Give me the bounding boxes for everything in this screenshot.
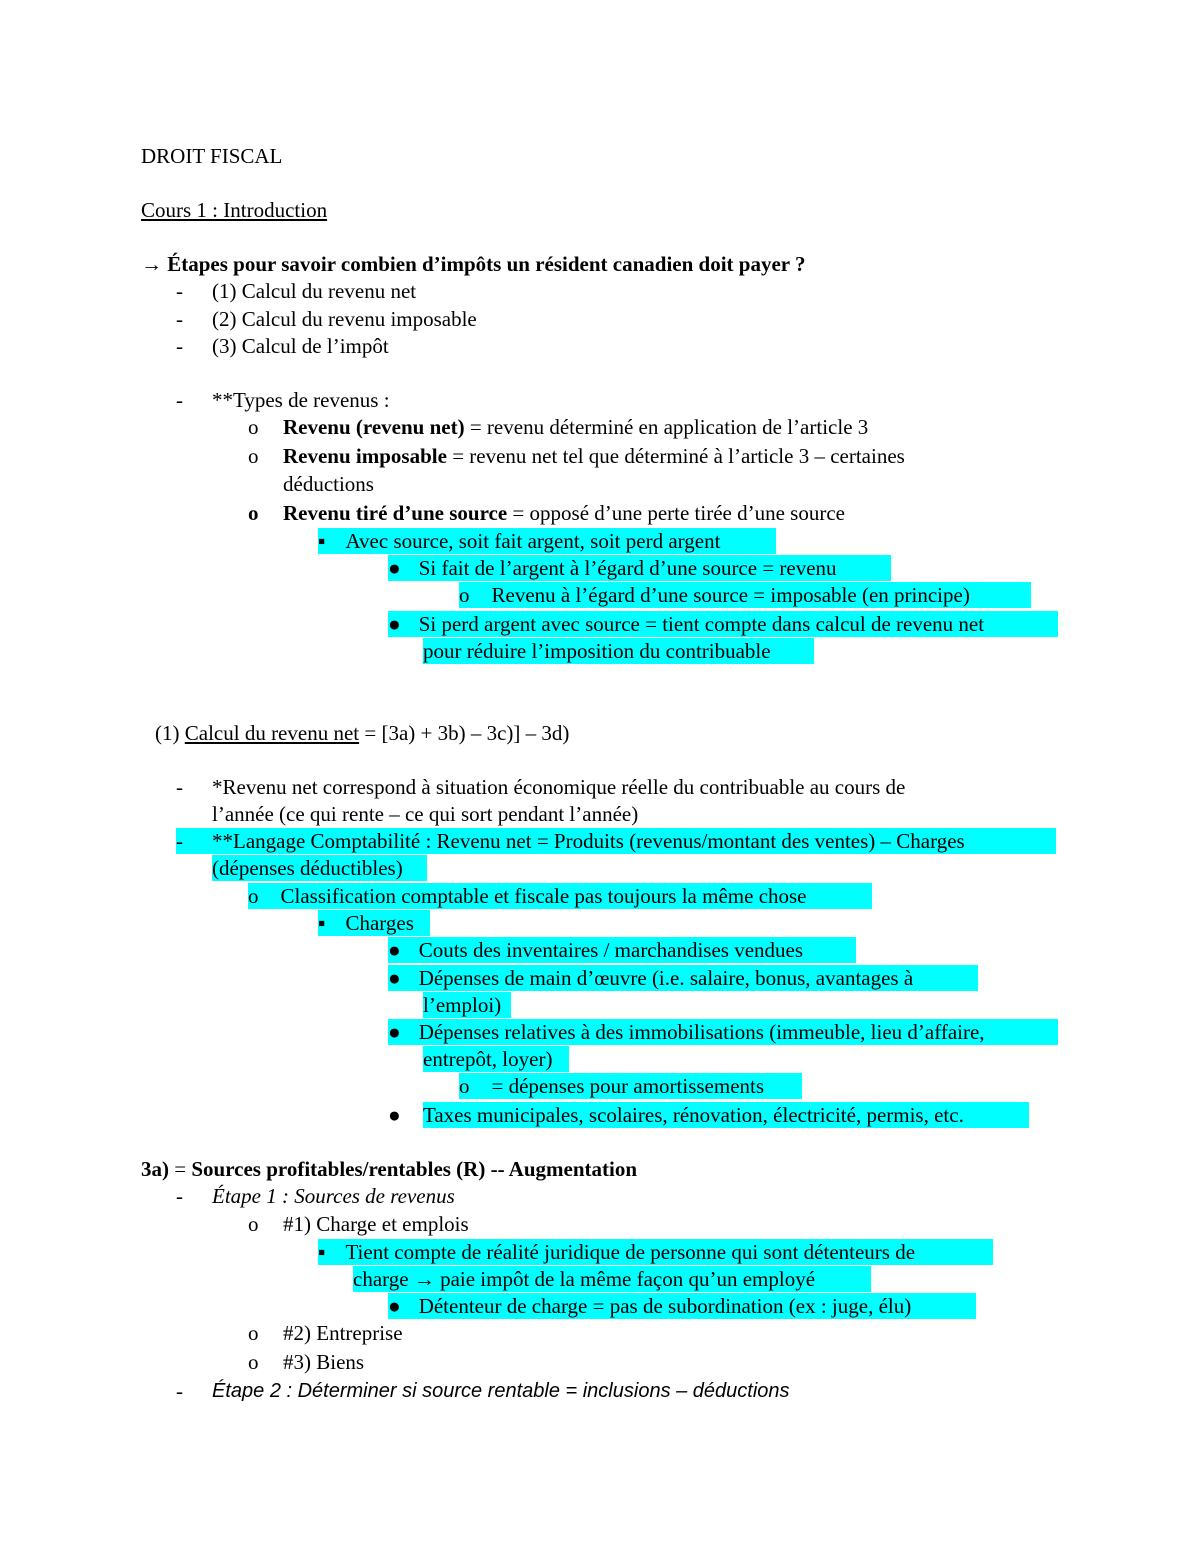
source-charge-emplois: #1) Charge et emplois xyxy=(283,1212,469,1236)
avec-source-text: Avec source, soit fait argent, soit perd argent xyxy=(345,529,721,553)
revenu-net-term: Revenu (revenu net) xyxy=(283,415,465,439)
dash-icon: - xyxy=(176,279,183,303)
calc-label: Calcul du revenu net xyxy=(184,721,360,745)
couts-text: Couts des inventaires / marchandises vendues xyxy=(418,938,804,962)
revenu-source-def: = opposé d’une perte tirée d’une source xyxy=(507,501,845,525)
si-fait-line xyxy=(388,555,891,581)
dash-icon: - xyxy=(176,388,183,412)
si-perd-line-cont: pour réduire l’imposition du contribuable xyxy=(423,638,814,664)
tient-compte-text: Tient compte de réalité juridique de personne qui sont détenteurs de xyxy=(345,1240,916,1264)
couts-line xyxy=(388,937,856,963)
dash-icon: - xyxy=(176,334,183,358)
calc-number: (1) xyxy=(155,721,185,745)
step-item: (1) Calcul du revenu net xyxy=(212,279,417,303)
main-oeuvre-text: Dépenses de main d’œuvre (i.e. salaire, bonus, avantages à xyxy=(418,966,914,990)
detenteur-line xyxy=(388,1293,976,1319)
dash-icon: - xyxy=(176,775,183,799)
immob-line-cont: entrepôt, loyer) xyxy=(423,1046,569,1072)
tient-compte-line xyxy=(318,1239,993,1265)
circle-bullet-icon: o xyxy=(248,884,259,908)
course-title: Cours 1 : Introduction xyxy=(141,198,328,222)
charges-line xyxy=(318,910,430,936)
revenu-egard-line xyxy=(459,582,1031,608)
langage-line-cont: (dépenses déductibles) xyxy=(212,855,427,881)
dash-icon: - xyxy=(176,307,183,331)
square-bullet-icon: ▪ xyxy=(318,911,326,935)
etape2-text: Étape 2 : Déterminer si source rentable = inclusions – déductions xyxy=(212,1380,790,1402)
langage-line xyxy=(176,828,1056,854)
revenu-net-note-cont: l’année (ce qui rente – ce qui sort pendant l’année) xyxy=(212,802,639,826)
main-oeuvre-line-cont: l’emploi) xyxy=(423,992,511,1018)
bullet-icon: ● xyxy=(388,556,401,580)
sources-heading-text: Sources profitables/rentables (R) -- Augmentation xyxy=(191,1157,637,1181)
main-oeuvre-line xyxy=(388,965,978,991)
bullet-icon: ● xyxy=(388,938,401,962)
bullet-icon: ● xyxy=(388,1020,401,1044)
revenu-imposable-def-cont: déductions xyxy=(283,472,374,496)
tient-compte-text-cont: charge xyxy=(353,1267,414,1291)
calc-heading xyxy=(155,720,569,746)
calc-formula: = [3a) + 3b) – 3c)] – 3d) xyxy=(359,721,570,745)
step-item: (3) Calcul de l’impôt xyxy=(212,334,389,358)
revenu-source-item xyxy=(283,500,845,526)
revenu-imposable-term: Revenu imposable xyxy=(283,444,447,468)
revenu-imposable-item xyxy=(283,443,905,469)
revenu-egard-text: Revenu à l’égard d’une source = imposable (en principe) xyxy=(491,583,970,607)
circle-bullet-icon: o xyxy=(248,1350,259,1374)
circle-bullet-icon: o xyxy=(248,1212,259,1236)
types-label: **Types de revenus : xyxy=(212,388,390,412)
amort-line xyxy=(459,1073,802,1099)
amort-text: = dépenses pour amortissements xyxy=(491,1074,765,1098)
si-perd-line xyxy=(388,611,1058,637)
dash-icon: - xyxy=(176,1184,183,1208)
source-entreprise: #2) Entreprise xyxy=(283,1321,403,1345)
circle-bullet-icon: o xyxy=(459,1074,470,1098)
avec-source-line xyxy=(318,528,776,554)
circle-bullet-icon: o xyxy=(248,415,259,439)
tient-compte-line-cont xyxy=(353,1266,871,1292)
detenteur-text: Détenteur de charge = pas de subordination (ex : juge, élu) xyxy=(418,1294,912,1318)
immob-text: Dépenses relatives à des immobilisations (immeuble, lieu d’affaire, xyxy=(418,1020,985,1044)
revenu-net-item xyxy=(283,414,868,440)
sources-heading-num: 3a) xyxy=(141,1157,169,1181)
langage-text: **Langage Comptabilité : Revenu net = Produits (revenus/montant des ventes) – Charges xyxy=(212,829,965,853)
square-bullet-icon: ▪ xyxy=(318,1240,326,1264)
si-perd-text: Si perd argent avec source = tient compte dans calcul de revenu net xyxy=(418,612,985,636)
revenu-net-def: = revenu déterminé en application de l’article 3 xyxy=(464,415,869,439)
steps-heading xyxy=(141,251,805,277)
bullet-icon: ● xyxy=(388,966,401,990)
immob-line xyxy=(388,1019,1058,1045)
bullet-icon: ● xyxy=(388,612,401,636)
circle-bullet-icon: o xyxy=(248,444,259,468)
bullet-icon: ● xyxy=(388,1294,401,1318)
dash-icon: - xyxy=(176,1379,183,1403)
arrow-icon: → xyxy=(413,1267,435,1291)
source-biens: #3) Biens xyxy=(283,1350,365,1374)
circle-bullet-icon: o xyxy=(459,583,470,607)
step-item: (2) Calcul du revenu imposable xyxy=(212,307,477,331)
si-fait-text: Si fait de l’argent à l’égard d’une source = revenu xyxy=(418,556,837,580)
sources-heading-eq: = xyxy=(169,1157,192,1181)
revenu-source-term: Revenu tiré d’une source xyxy=(283,501,508,525)
document-title: DROIT FISCAL xyxy=(141,144,283,168)
taxes-line: Taxes municipales, scolaires, rénovation, électricité, permis, etc. xyxy=(423,1102,1029,1128)
steps-heading-text: Étapes pour savoir combien d’impôts un résident canadien doit payer ? xyxy=(167,252,806,276)
square-bullet-icon: ▪ xyxy=(318,529,326,553)
classification-text: Classification comptable et fiscale pas toujours la même chose xyxy=(280,884,807,908)
charges-text: Charges xyxy=(345,911,414,935)
etape1-text: Étape 1 : Sources de revenus xyxy=(212,1184,455,1208)
revenu-imposable-def: = revenu net tel que déterminé à l’article 3 – certaines xyxy=(446,444,905,468)
arrow-icon: → xyxy=(141,252,162,276)
tient-compte-text-end: paie impôt de la même façon qu’un employé xyxy=(434,1267,816,1291)
bullet-icon: ● xyxy=(388,1103,401,1127)
sources-heading xyxy=(141,1156,637,1182)
dash-icon: - xyxy=(176,829,183,853)
circle-bullet-icon: o xyxy=(248,1321,259,1345)
circle-bullet-icon: o xyxy=(248,501,259,525)
classification-line xyxy=(248,883,872,909)
revenu-net-note: *Revenu net correspond à situation économique réelle du contribuable au cours de xyxy=(212,775,906,799)
